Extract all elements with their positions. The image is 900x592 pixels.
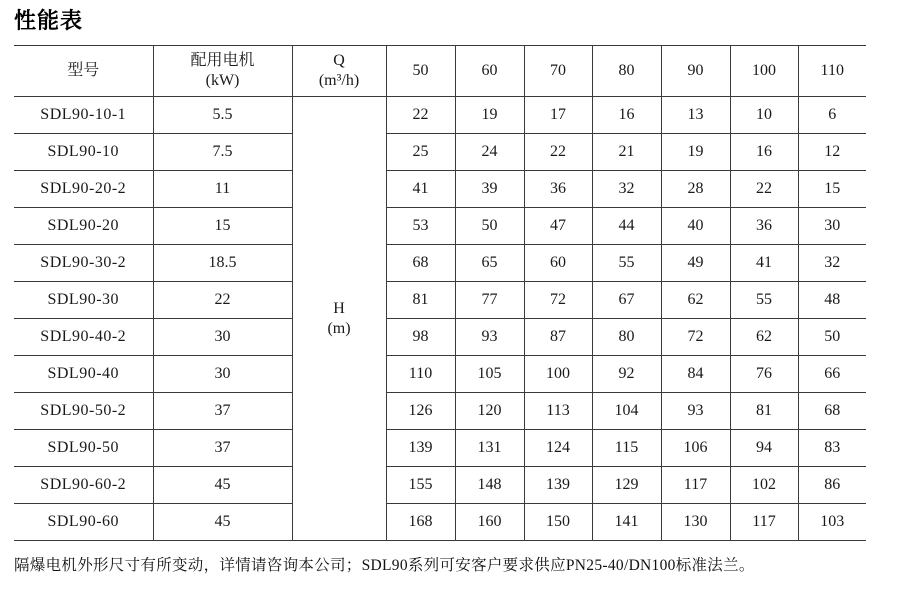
model-cell: SDL90-10-1 [14,97,153,134]
head-value-cell: 72 [661,319,730,356]
model-cell: SDL90-50 [14,430,153,467]
model-cell: SDL90-20-2 [14,171,153,208]
head-unit-line1: H [333,299,345,317]
header-flow-q [292,46,386,97]
head-value-cell: 65 [455,245,524,282]
head-value-cell: 117 [730,504,798,541]
model-cell: SDL90-20 [14,208,153,245]
model-cell: SDL90-50-2 [14,393,153,430]
head-value-cell: 105 [455,356,524,393]
head-value-cell: 50 [798,319,866,356]
head-value-cell: 21 [592,134,661,171]
head-value-cell: 104 [592,393,661,430]
header-model: 型号 [14,46,153,97]
head-value-cell: 41 [386,171,455,208]
head-value-cell: 6 [798,97,866,134]
head-value-cell: 67 [592,282,661,319]
head-value-cell: 80 [592,319,661,356]
head-value-cell: 93 [661,393,730,430]
table-row [14,282,866,319]
head-value-cell: 148 [455,467,524,504]
head-value-cell: 16 [592,97,661,134]
motor-kw-cell: 45 [153,467,292,504]
model-cell: SDL90-30-2 [14,245,153,282]
head-value-cell: 47 [524,208,592,245]
header-q-value: 60 [455,46,524,97]
head-value-cell: 10 [730,97,798,134]
header-q-value: 70 [524,46,592,97]
head-value-cell: 30 [798,208,866,245]
head-value-cell: 87 [524,319,592,356]
motor-kw-cell: 7.5 [153,134,292,171]
footer-note: 隔爆电机外形尺寸有所变动，详情请咨询本公司；SDL90系列可安客户要求供应PN25-40/DN100标准法兰。 [14,557,755,574]
head-value-cell: 129 [592,467,661,504]
head-value-cell: 126 [386,393,455,430]
motor-kw-cell: 11 [153,171,292,208]
table-body [14,97,866,541]
head-value-cell: 24 [455,134,524,171]
head-value-cell: 36 [524,171,592,208]
head-value-cell: 25 [386,134,455,171]
head-value-cell: 94 [730,430,798,467]
head-value-cell: 66 [798,356,866,393]
head-value-cell: 84 [661,356,730,393]
head-value-cell: 139 [386,430,455,467]
model-cell: SDL90-40-2 [14,319,153,356]
table-row [14,97,866,134]
head-value-cell: 48 [798,282,866,319]
header-q-line1: Q [333,52,345,69]
head-value-cell: 83 [798,430,866,467]
head-value-cell: 19 [661,134,730,171]
head-value-cell: 16 [730,134,798,171]
header-q-value: 90 [661,46,730,97]
head-value-cell: 72 [524,282,592,319]
model-cell: SDL90-40 [14,356,153,393]
head-value-cell: 55 [730,282,798,319]
head-value-cell: 124 [524,430,592,467]
table-row [14,171,866,208]
head-value-cell: 53 [386,208,455,245]
head-value-cell: 12 [798,134,866,171]
header-q-value: 100 [730,46,798,97]
motor-kw-cell: 22 [153,282,292,319]
head-value-cell: 168 [386,504,455,541]
head-value-cell: 28 [661,171,730,208]
head-value-cell: 113 [524,393,592,430]
model-cell: SDL90-10 [14,134,153,171]
head-value-cell: 117 [661,467,730,504]
header-q-value: 80 [592,46,661,97]
table-row [14,208,866,245]
head-value-cell: 81 [386,282,455,319]
head-value-cell: 86 [798,467,866,504]
performance-table [14,45,866,541]
header-motor-line1: 配用电机 [190,52,255,69]
head-value-cell: 160 [455,504,524,541]
head-value-cell: 106 [661,430,730,467]
header-motor-line2: (kW) [205,72,240,89]
table-row [14,467,866,504]
head-value-cell: 39 [455,171,524,208]
head-value-cell: 55 [592,245,661,282]
table-row [14,245,866,282]
head-unit-cell [292,97,386,541]
head-value-cell: 41 [730,245,798,282]
table-header-row [14,46,866,97]
motor-kw-cell: 30 [153,356,292,393]
head-value-cell: 49 [661,245,730,282]
head-value-cell: 110 [386,356,455,393]
table-row [14,319,866,356]
head-value-cell: 98 [386,319,455,356]
head-value-cell: 62 [661,282,730,319]
head-value-cell: 40 [661,208,730,245]
motor-kw-cell: 37 [153,393,292,430]
header-q-value: 50 [386,46,455,97]
motor-kw-cell: 15 [153,208,292,245]
head-value-cell: 141 [592,504,661,541]
head-value-cell: 93 [455,319,524,356]
head-value-cell: 68 [386,245,455,282]
head-value-cell: 81 [730,393,798,430]
header-motor [153,46,292,97]
head-value-cell: 22 [524,134,592,171]
head-value-cell: 115 [592,430,661,467]
head-value-cell: 102 [730,467,798,504]
head-value-cell: 50 [455,208,524,245]
head-value-cell: 155 [386,467,455,504]
head-value-cell: 77 [455,282,524,319]
motor-kw-cell: 30 [153,319,292,356]
head-unit-line2: (m) [327,319,351,337]
head-value-cell: 68 [798,393,866,430]
head-value-cell: 100 [524,356,592,393]
head-value-cell: 36 [730,208,798,245]
model-cell: SDL90-60 [14,504,153,541]
table-row [14,430,866,467]
head-value-cell: 32 [592,171,661,208]
head-value-cell: 17 [524,97,592,134]
head-value-cell: 32 [798,245,866,282]
head-value-cell: 22 [730,171,798,208]
head-value-cell: 92 [592,356,661,393]
head-value-cell: 19 [455,97,524,134]
head-value-cell: 150 [524,504,592,541]
table-row [14,134,866,171]
head-value-cell: 22 [386,97,455,134]
head-value-cell: 103 [798,504,866,541]
head-value-cell: 76 [730,356,798,393]
head-value-cell: 120 [455,393,524,430]
table-row [14,393,866,430]
head-value-cell: 130 [661,504,730,541]
motor-kw-cell: 18.5 [153,245,292,282]
model-cell: SDL90-30 [14,282,153,319]
head-value-cell: 44 [592,208,661,245]
head-value-cell: 60 [524,245,592,282]
motor-kw-cell: 37 [153,430,292,467]
head-value-cell: 13 [661,97,730,134]
table-row [14,504,866,541]
header-q-line2: (m³/h) [318,72,360,89]
model-cell: SDL90-60-2 [14,467,153,504]
head-value-cell: 15 [798,171,866,208]
table-row [14,356,866,393]
head-value-cell: 131 [455,430,524,467]
head-value-cell: 62 [730,319,798,356]
motor-kw-cell: 5.5 [153,97,292,134]
header-q-value: 110 [798,46,866,97]
head-value-cell: 139 [524,467,592,504]
page-title: 性能表 [14,8,84,33]
motor-kw-cell: 45 [153,504,292,541]
